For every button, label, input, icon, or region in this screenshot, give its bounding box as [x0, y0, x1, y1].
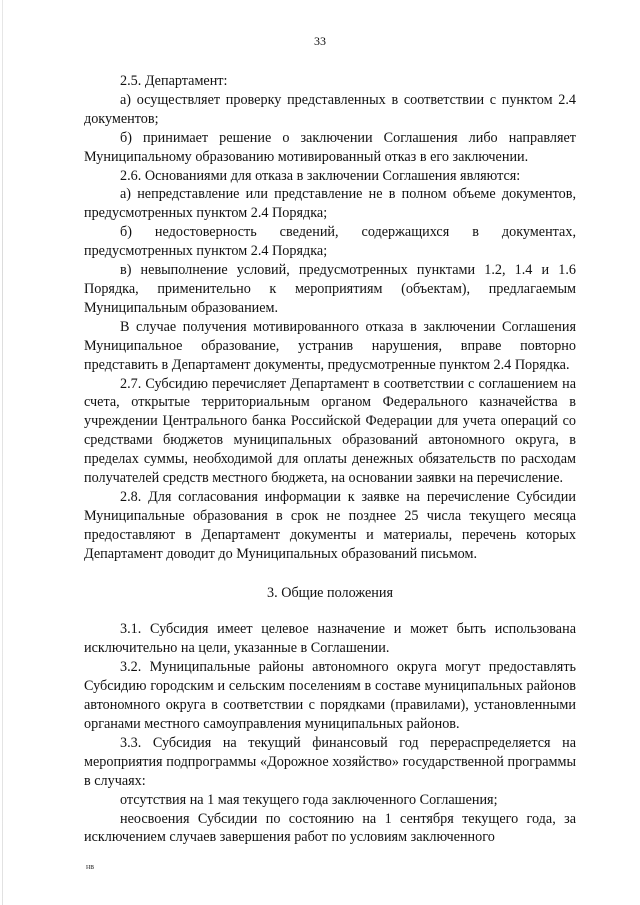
paragraph-2-6-a: а) непредставление или представление не в полном объеме документов, предусмотренных пунктом 2.4 Порядка; [84, 186, 576, 222]
paragraph-3-3: 3.3. Субсидия на текущий финансовый год перераспределяется на мероприятия подпрограммы «Дорожное хозяйство» государственной программы в случаях: [84, 734, 576, 789]
footer-mark: нв [86, 862, 95, 871]
document-body [84, 72, 576, 847]
paragraph-2-7: 2.7. Субсидию перечисляет Департамент в соответствии с соглашением на счета, открытые территориальным органом Федерального казначейства в учреждении Центрального банка Российской Федерации для учета операций со средствами бюджетов муниципальных образований автономного округа, в пределах суммы, необходимой для оплаты денежных обязательств по расходам получателей средств местного бюджета, на основании заявки на перечисление. [84, 375, 576, 487]
paragraph-2-6: 2.6. Основаниями для отказа в заключении Соглашения являются: [120, 167, 521, 184]
section-body [84, 620, 576, 847]
paragraph-2-5: 2.5. Департамент: [120, 73, 228, 89]
paragraph-refusal: В случае получения мотивированного отказа в заключении Соглашения Муниципальное образование, устранив нарушения, вправе повторно представить в Департамент документы, предусмотренные пунктом 2.4 Порядка. [84, 318, 576, 373]
paragraph-2-8: 2.8. Для согласования информации к заявке на перечисление Субсидии Муниципальные образования в срок не позднее 25 числа текущего месяца предоставляют в Департамент документы и материалы, перечень которых Департамент доводит до Муниципальных образований письмом. [84, 488, 576, 562]
scan-edge [2, 0, 3, 905]
paragraph-2-5-b: б) принимает решение о заключении Соглашения либо направляет Муниципальному образованию мотивированный отказ в его заключении. [84, 129, 576, 165]
paragraph-3-2: 3.2. Муниципальные районы автономного округа могут предоставлять Субсидию городским и сельским поселениям в составе муниципальных районов автономного округа в соответствии с порядками (правилами), установленными органами местного самоуправления муниципальных районов. [84, 659, 576, 732]
paragraph-2-6-b: б) недостоверность сведений, содержащихся в документах, предусмотренных пунктом 2.4 Порядка; [84, 224, 576, 260]
paragraph-2-6-c: в) невыполнение условий, предусмотренных пунктами 1.2, 1.4 и 1.6 Порядка, применительно к мероприятиям (объектам), предлагаемым Муниципальным образованием. [84, 262, 576, 316]
paragraph-2-5-a: а) осуществляет проверку представленных в соответствии с пунктом 2.4 документов; [84, 91, 576, 127]
section-heading: 3. Общие положения [267, 584, 393, 601]
paragraph-3-3-case-2: неосвоения Субсидии по состоянию на 1 сентября текущего года, за исключением случаев завершения работ по условиям заключенного [84, 810, 576, 846]
page-number: 33 [314, 34, 326, 48]
paragraph-3-1: 3.1. Субсидия имеет целевое назначение и может быть использована исключительно на цели, указанные в Соглашении. [84, 621, 576, 657]
paragraph-3-3-case-1: отсутствия на 1 мая текущего года заключенного Соглашения; [120, 791, 498, 808]
